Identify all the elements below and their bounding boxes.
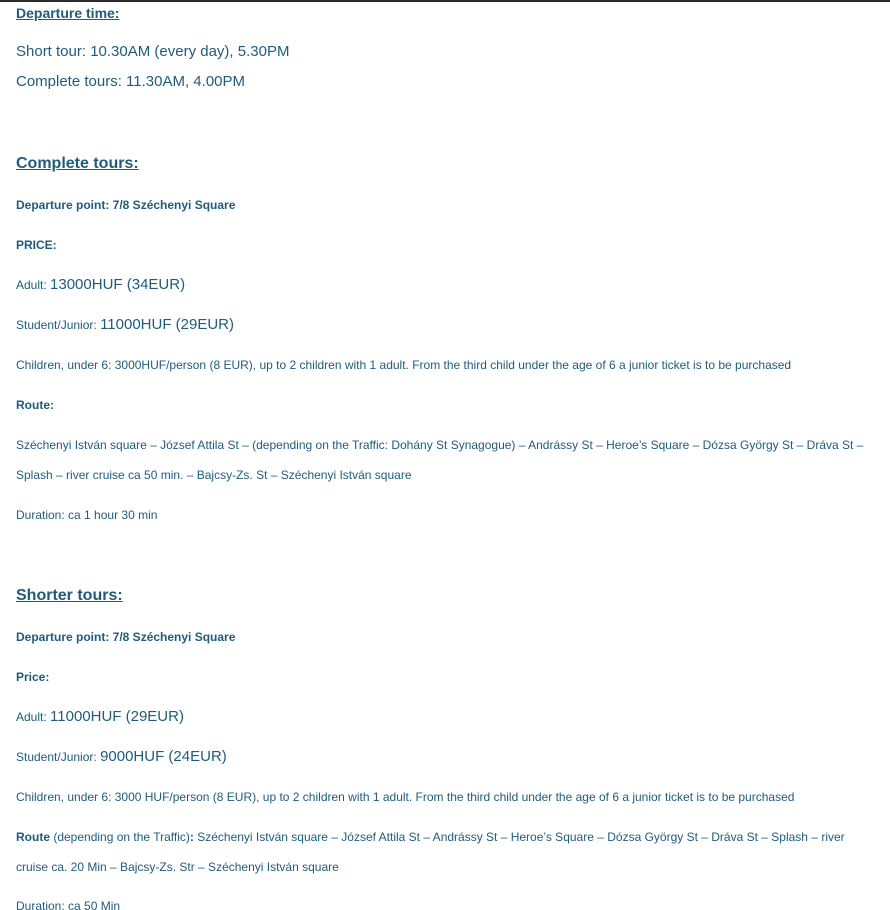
shorter-children-price: Children, under 6: 3000 HUF/person (8 EUR), up to 2 children with 1 adult. From the third child under the age of 6 a junior ticket is to be purchased — [16, 790, 795, 804]
complete-tours-heading: Complete tours: — [16, 155, 139, 172]
shorter-route-stops: Széchenyi István square – József Attila St – Andrássy St – Heroe’s Square – Dózsa György St – Dráva St – Splash – river — [197, 830, 845, 844]
shorter-route-label: Route — [16, 830, 50, 844]
complete-adult-label: Adult: — [16, 278, 51, 292]
complete-student-value: 11000HUF (29EUR) — [100, 316, 235, 333]
shorter-departure-point: Departure point: 7/8 Széchenyi Square — [16, 630, 236, 644]
short-tour-times: Short tour: 10.30AM (every day), 5.30PM — [16, 43, 290, 60]
complete-route-line-2: Splash – river cruise ca 50 min. – Bajcsy-Zs. St – Széchenyi István square — [16, 468, 412, 482]
complete-route-label: Route: — [16, 398, 54, 412]
shorter-route-line-2: cruise ca. 20 Min – Bajcsy-Zs. Str – Széchenyi István square — [16, 860, 339, 874]
complete-departure-point: Departure point: 7/8 Széchenyi Square — [16, 198, 236, 212]
shorter-price-label: Price: — [16, 670, 50, 684]
shorter-tours-heading: Shorter tours: — [16, 587, 123, 604]
complete-duration: Duration: ca 1 hour 30 min — [16, 508, 158, 522]
complete-price-label: PRICE: — [16, 238, 57, 252]
shorter-adult-price — [16, 707, 184, 726]
shorter-student-price — [16, 747, 227, 766]
complete-children-price: Children, under 6: 3000HUF/person (8 EUR), up to 2 children with 1 adult. From the third child under the age of 6 a junior ticket is to be purchased — [16, 358, 792, 372]
departure-time-heading: Departure time: — [16, 5, 120, 21]
complete-adult-value: 13000HUF (34EUR) — [50, 276, 186, 293]
complete-student-label: Student/Junior: — [16, 318, 101, 332]
shorter-student-label: Student/Junior: — [16, 750, 101, 764]
shorter-adult-label: Adult: — [16, 710, 51, 724]
shorter-route-note: (depending on the Traffic) — [50, 830, 190, 844]
shorter-student-value: 9000HUF (24EUR) — [100, 748, 227, 765]
shorter-adult-value: 11000HUF (29EUR) — [50, 708, 184, 725]
shorter-duration: Duration: ca 50 Min — [16, 899, 121, 910]
shorter-route-colon: : — [189, 830, 198, 844]
complete-adult-price — [16, 275, 185, 294]
shorter-route-line-1 — [16, 830, 845, 844]
complete-route-line-1: Széchenyi István square – József Attila St – (depending on the Traffic: Dohány St Synagogue) – Andrássy St – Heroe’s Square – Dózsa György St – Dráva St – — [16, 438, 864, 452]
complete-student-price — [16, 315, 234, 334]
complete-tour-times: Complete tours: 11.30AM, 4.00PM — [16, 73, 245, 90]
